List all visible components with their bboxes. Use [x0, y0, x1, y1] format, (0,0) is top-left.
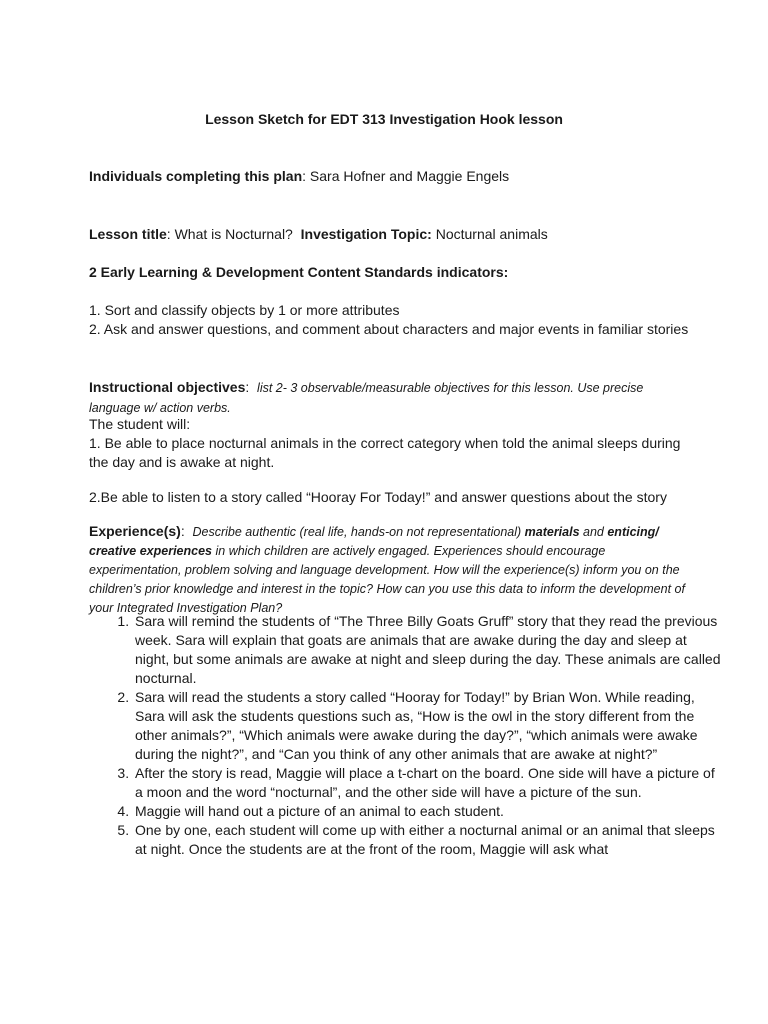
experiences-label: Experience(s) [89, 523, 181, 539]
individuals-line [89, 167, 689, 186]
objective-item-2: 2.Be able to listen to a story called “Hooray For Today!” and answer questions about the story [89, 489, 667, 505]
objectives-colon: : [245, 379, 258, 395]
experiences-text-1: Describe authentic (real life, hands-on not representational) [192, 525, 525, 539]
individuals-value: : Sara Hofner and Maggie Engels [302, 168, 510, 184]
experiences-block [89, 522, 689, 617]
document-title: Lesson Sketch for EDT 313 Investigation Hook lesson [205, 111, 563, 127]
experience-step-2: 2. Sara will read the students a story called “Hooray for Today!” by Brian Won. While reading, Sara will ask the students questions such as, “How is the owl in the story different from the other animals?”, “Which animals were awake during the day?”, “which animals were awake during the night?”, and “Can you think of any other animals that are awake at night?” [133, 688, 723, 764]
individuals-label: Individuals completing this plan [89, 168, 303, 184]
objectives-block [89, 378, 689, 418]
objectives-label: Instructional objectives [89, 379, 246, 395]
lesson-title-label: Lesson title [89, 226, 167, 242]
objectives-instruction: list 2- 3 observable/measurable objectives for this lesson. Use precise language w/ action verbs. [89, 381, 644, 415]
experiences-text-3: in which children are actively engaged. Experiences should encourage experimentation, problem solving and language development. How will the experience(s) inform you on the children’s prior knowledge and interest in the topic? How can you use this data to inform the development of your Integrated Investigation Plan? [89, 544, 685, 615]
objectives-lead: The student will: [89, 416, 191, 432]
experiences-colon: : [180, 523, 193, 539]
standard-item-2: 2. Ask and answer questions, and comment about characters and major events in familiar stories [89, 321, 689, 337]
investigation-topic-value: Nocturnal animals [431, 226, 548, 242]
standard-item-1: 1. Sort and classify objects by 1 or more attributes [89, 302, 400, 318]
experiences-text-2: and [579, 525, 608, 539]
experience-step-3: 3. After the story is read, Maggie will place a t-chart on the board. One side will have a picture of a moon and the word “nocturnal”, and the other side will have a picture of the sun. [133, 764, 723, 802]
experiences-steps-list [89, 612, 723, 859]
experience-step-5: 5. One by one, each student will come up with either a nocturnal animal or an animal that sleeps at night. Once the students are at the front of the room, Maggie will ask what [133, 821, 723, 859]
lesson-title-value: : What is Nocturnal? [166, 226, 301, 242]
experience-step-4: 4. Maggie will hand out a picture of an animal to each student. [133, 802, 723, 821]
standards-heading: 2 Early Learning & Development Content Standards indicators: [89, 264, 509, 280]
experience-step-1: 1. Sara will remind the students of “The Three Billy Goats Gruff” story that they read the previous week. Sara will explain that goats are animals that are awake during the day and sleep at night, but some animals are awake at night and sleep during the day. These animals are called nocturnal. [133, 612, 723, 688]
objective-item-1: 1. Be able to place nocturnal animals in the correct category when told the animal sleeps during the day and is awake at night. [89, 435, 681, 470]
experiences-materials: materials [524, 525, 580, 539]
investigation-topic-label: Investigation Topic: [300, 226, 432, 242]
experiences-enticing: enticing/ creative experiences [89, 525, 659, 558]
lesson-line [89, 225, 689, 244]
